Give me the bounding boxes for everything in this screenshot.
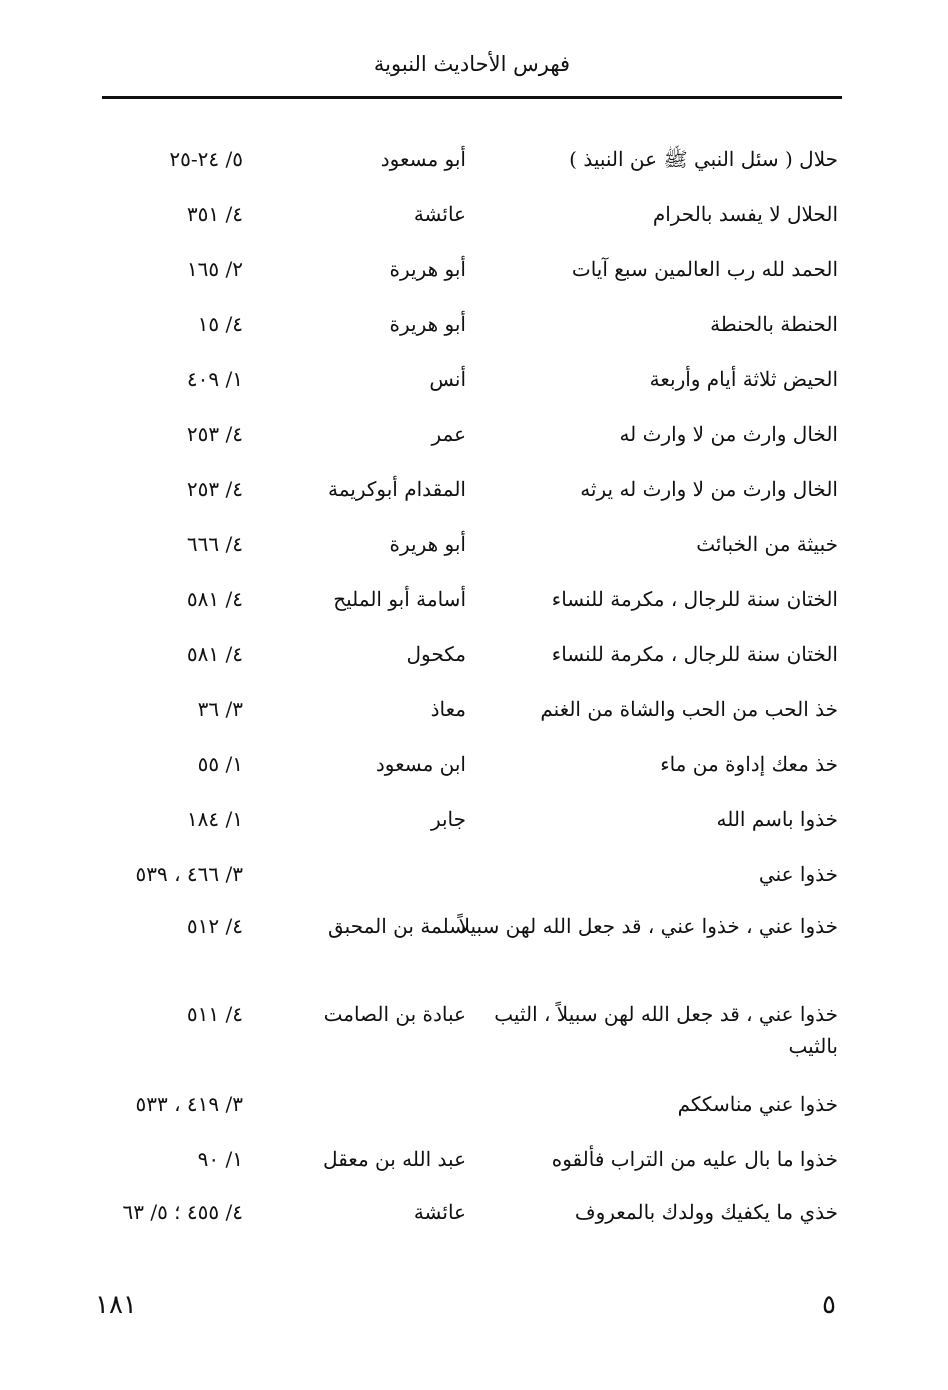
header-title: فهرس الأحاديث النبوية [373, 52, 571, 76]
volume-page-reference: ١/ ٤٠٩ [186, 367, 243, 391]
hadith-text: الخال وارث من لا وارث له [619, 422, 838, 446]
narrator: عائشة [413, 1200, 466, 1224]
volume-page-reference: ٤/ ٥٨١ [186, 642, 243, 666]
narrator: ابن مسعود [375, 752, 466, 776]
hadith-text: خذوا عني ، خذوا عني ، قد جعل الله لهن سبيلاً [458, 914, 838, 938]
hadith-text: خذوا باسم الله [716, 807, 838, 831]
narrator: مكحول [406, 642, 466, 666]
narrator: عمر [431, 422, 466, 446]
hadith-text: الحيض ثلاثة أيام وأربعة [649, 367, 838, 391]
hadith-text: خبيثة من الخبائث [696, 532, 838, 556]
volume-page-reference: ٤/ ٥٨١ [186, 587, 243, 611]
hadith-text: الحلال لا يفسد بالحرام [652, 202, 838, 226]
volume-page-reference: ٤/ ١٥ [197, 312, 243, 336]
hadith-text: خذوا ما بال عليه من التراب فألقوه [551, 1147, 838, 1171]
narrator: جابر [430, 807, 466, 831]
volume-page-reference: ٤/ ٢٥٣ [186, 422, 243, 446]
hadith-text: الحمد لله رب العالمين سبع آيات [571, 257, 838, 281]
volume-page-reference: ٤/ ٢٥٣ [186, 477, 243, 501]
hadith-text: خذوا عني ، قد جعل الله لهن سبيلاً ، الثيب بالثيب [494, 1002, 838, 1058]
hadith-text: خذوا عني مناسككم [677, 1092, 838, 1116]
volume-page-reference: ٣/ ٤١٩ ، ٥٣٣ [135, 1092, 243, 1116]
narrator: سلمة بن المحبق [327, 914, 466, 938]
hadith-text: خذ معك إداوة من ماء [660, 752, 838, 776]
hadith-text: الختان سنة للرجال ، مكرمة للنساء [551, 587, 838, 611]
volume-page-reference: ٤/ ٣٥١ [186, 202, 243, 226]
narrator: عبادة بن الصامت [323, 1002, 466, 1026]
narrator: أبو هريرة [389, 312, 466, 336]
volume-page-reference: ١/ ٥٥ [197, 752, 243, 776]
hadith-text: الختان سنة للرجال ، مكرمة للنساء [551, 642, 838, 666]
hadith-text: الخال وارث من لا وارث له يرثه [580, 477, 838, 501]
hadith-text: خذ الحب من الحب والشاة من الغنم [540, 697, 838, 721]
page-number: ١٨١ [95, 1290, 137, 1320]
hadith-text: الحنطة بالحنطة [710, 312, 838, 336]
volume-page-reference: ٢/ ١٦٥ [186, 257, 243, 281]
volume-page-reference: ٤/ ٤٥٥ ؛ ٥/ ٦٣ [122, 1200, 243, 1224]
hadith-text: خذوا عني [758, 862, 838, 886]
narrator: أبو هريرة [389, 532, 466, 556]
narrator: معاذ [430, 697, 466, 721]
narrator: عائشة [413, 202, 466, 226]
volume-page-reference: ١/ ٩٠ [197, 1147, 243, 1171]
volume-page-reference: ٥/ ٢٤-٢٥ [169, 147, 243, 171]
volume-page-reference: ٤/ ٦٦٦ [186, 532, 243, 556]
narrator: أبو مسعود [380, 147, 466, 171]
narrator: المقدام أبوكريمة [328, 477, 466, 501]
volume-page-reference: ٤/ ٥١٢ [186, 914, 243, 938]
narrator: عبد الله بن معقل [323, 1147, 466, 1171]
header-rule [102, 96, 842, 99]
volume-page-reference: ٣/ ٣٦ [197, 697, 243, 721]
narrator: أبو هريرة [389, 257, 466, 281]
hadith-text: حلال ( سئل النبي ﷺ عن النبيذ ) [569, 147, 838, 171]
hadith-text: خذي ما يكفيك وولدك بالمعروف [574, 1200, 838, 1224]
running-header [0, 52, 948, 76]
volume-page-reference: ٤/ ٥١١ [186, 1002, 243, 1026]
narrator: أنس [429, 367, 466, 391]
narrator: أسامة أبو المليح [333, 587, 466, 611]
volume-number: ٥ [822, 1290, 836, 1320]
volume-page-reference: ٣/ ٤٦٦ ، ٥٣٩ [135, 862, 243, 886]
volume-page-reference: ١/ ١٨٤ [186, 807, 243, 831]
